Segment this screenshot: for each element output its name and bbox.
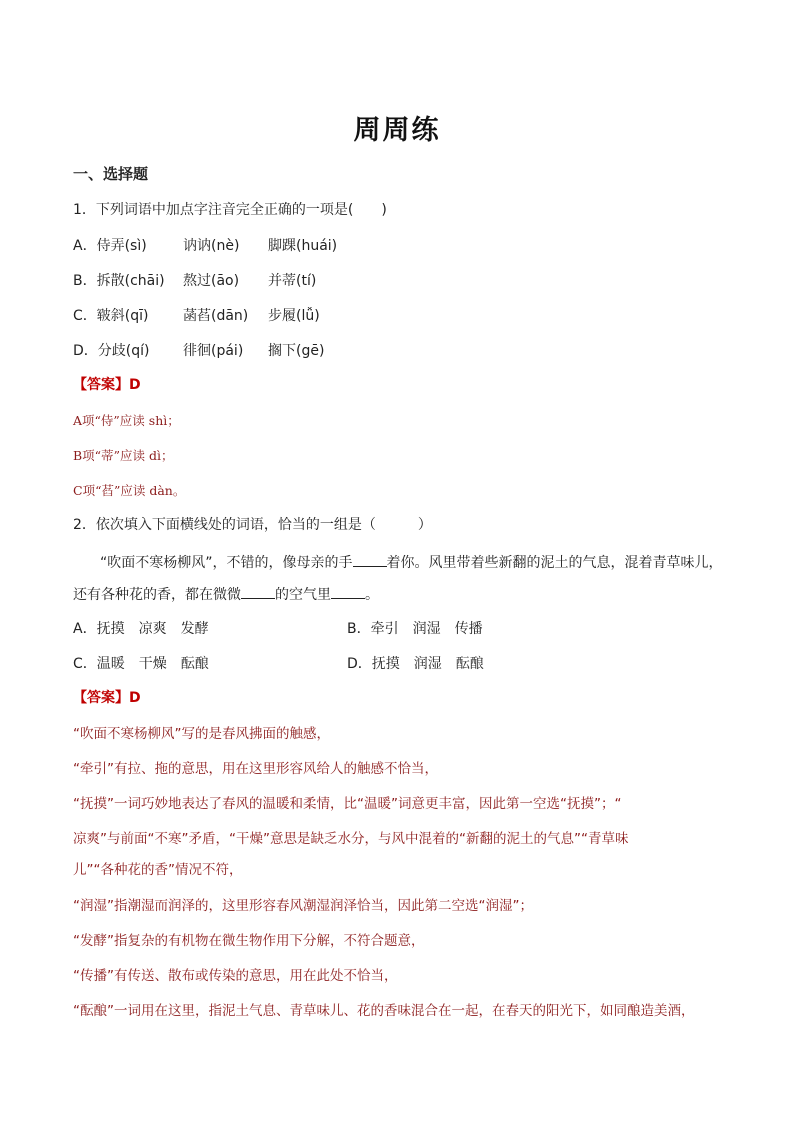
q1-option-a bbox=[73, 236, 337, 256]
q2-option-a: A．抚摸 凉爽 发酵 bbox=[73, 621, 209, 637]
q2-explanation-8: “传播”有传送、散布或传染的意思，用在此处不恰当， bbox=[73, 968, 398, 984]
q1-answer: 【答案】D bbox=[73, 377, 141, 393]
q2-explanation-1: “吹面不寒杨柳风”写的是春风拂面的触感， bbox=[73, 726, 330, 742]
q1-option-c bbox=[73, 306, 320, 326]
q2-blank-1 bbox=[353, 552, 387, 567]
q1-d-word3: 搁下(gē) bbox=[268, 343, 325, 359]
q2-explanation-4: 凉爽”与前面“不寒”矛盾，“干燥”意思是缺乏水分，与风中混着的“新翻的泥土的气息”“青草味 bbox=[73, 831, 629, 847]
page-title: 周周练 bbox=[353, 115, 441, 146]
q1-stem: 1．下列词语中加点字注音完全正确的一项是( ) bbox=[73, 202, 387, 218]
q1-c-word1: C．皲斜(qī) bbox=[73, 308, 149, 324]
q2-passage-e: 。 bbox=[365, 587, 379, 603]
q1-b-word1: B．拆散(chāi) bbox=[73, 273, 165, 289]
q1-a-word1: A．侍弄(sì) bbox=[73, 238, 147, 254]
q2-explanation-6: “润湿”指潮湿而润泽的，这里形容春风潮湿润泽恰当，因此第二空选“润湿”； bbox=[73, 898, 533, 914]
q2-answer: 【答案】D bbox=[73, 690, 141, 706]
q1-explanation-b: B项“蒂”应读 dì； bbox=[73, 448, 174, 463]
q2-passage-line1 bbox=[100, 552, 723, 573]
q2-passage-c: 还有各种花的香，都在微微 bbox=[73, 587, 241, 603]
q2-explanation-5: 儿”“各种花的香”情况不符， bbox=[73, 862, 243, 878]
q2-explanation-3: “抚摸”一词巧妙地表达了春风的温暖和柔情，比“温暖”词意更丰富，因此第一空选“抚摸”；“ bbox=[73, 796, 622, 812]
q1-explanation-c: C项“萏”应读 dàn。 bbox=[73, 483, 186, 498]
q2-passage-d: 的空气里 bbox=[275, 587, 331, 603]
q2-explanation-9: “酝酿”一词用在这里，指泥土气息、青草味儿、花的香味混合在一起，在春天的阳光下，如同酿造美酒， bbox=[73, 1003, 695, 1019]
q1-d-word1: D．分歧(qí) bbox=[73, 343, 150, 359]
q1-option-d bbox=[73, 341, 324, 361]
q2-option-b: B．牵引 润湿 传播 bbox=[347, 621, 483, 637]
q2-stem: 2．依次填入下面横线处的词语，恰当的一组是（ ） bbox=[73, 517, 432, 533]
q1-a-word3: 脚踝(huái) bbox=[268, 238, 338, 254]
section-heading: 一、选择题 bbox=[73, 165, 149, 183]
q2-option-c: C．温暖 干燥 酝酿 bbox=[73, 656, 209, 672]
q2-passage-b: 着你。风里带着些新翻的泥土的气息，混着青草味儿， bbox=[386, 555, 723, 571]
q1-option-b bbox=[73, 271, 316, 291]
q1-a-word2: 讷讷(nè) bbox=[183, 238, 240, 254]
q2-option-d: D．抚摸 润湿 酝酿 bbox=[347, 656, 484, 672]
q2-explanation-2: “牵引”有拉、拖的意思，用在这里形容风给人的触感不恰当， bbox=[73, 761, 438, 777]
q2-blank-2 bbox=[241, 584, 275, 599]
q2-blank-3 bbox=[331, 584, 365, 599]
q1-b-word3: 并蒂(tí) bbox=[268, 273, 317, 289]
q2-explanation-7: “发酵”指复杂的有机物在微生物作用下分解，不符合题意， bbox=[73, 933, 425, 949]
q1-explanation-a: A项“侍”应读 shì； bbox=[73, 413, 180, 428]
q1-c-word2: 菡萏(dān) bbox=[183, 308, 249, 324]
q2-passage-a: “吹面不寒杨柳风”，不错的，像母亲的手 bbox=[100, 555, 353, 571]
q1-b-word2: 熬过(āo) bbox=[183, 273, 240, 289]
q2-passage-line2 bbox=[73, 584, 379, 605]
q1-c-word3: 步履(lǚ) bbox=[268, 308, 320, 324]
q1-d-word2: 徘徊(pái) bbox=[183, 343, 244, 359]
